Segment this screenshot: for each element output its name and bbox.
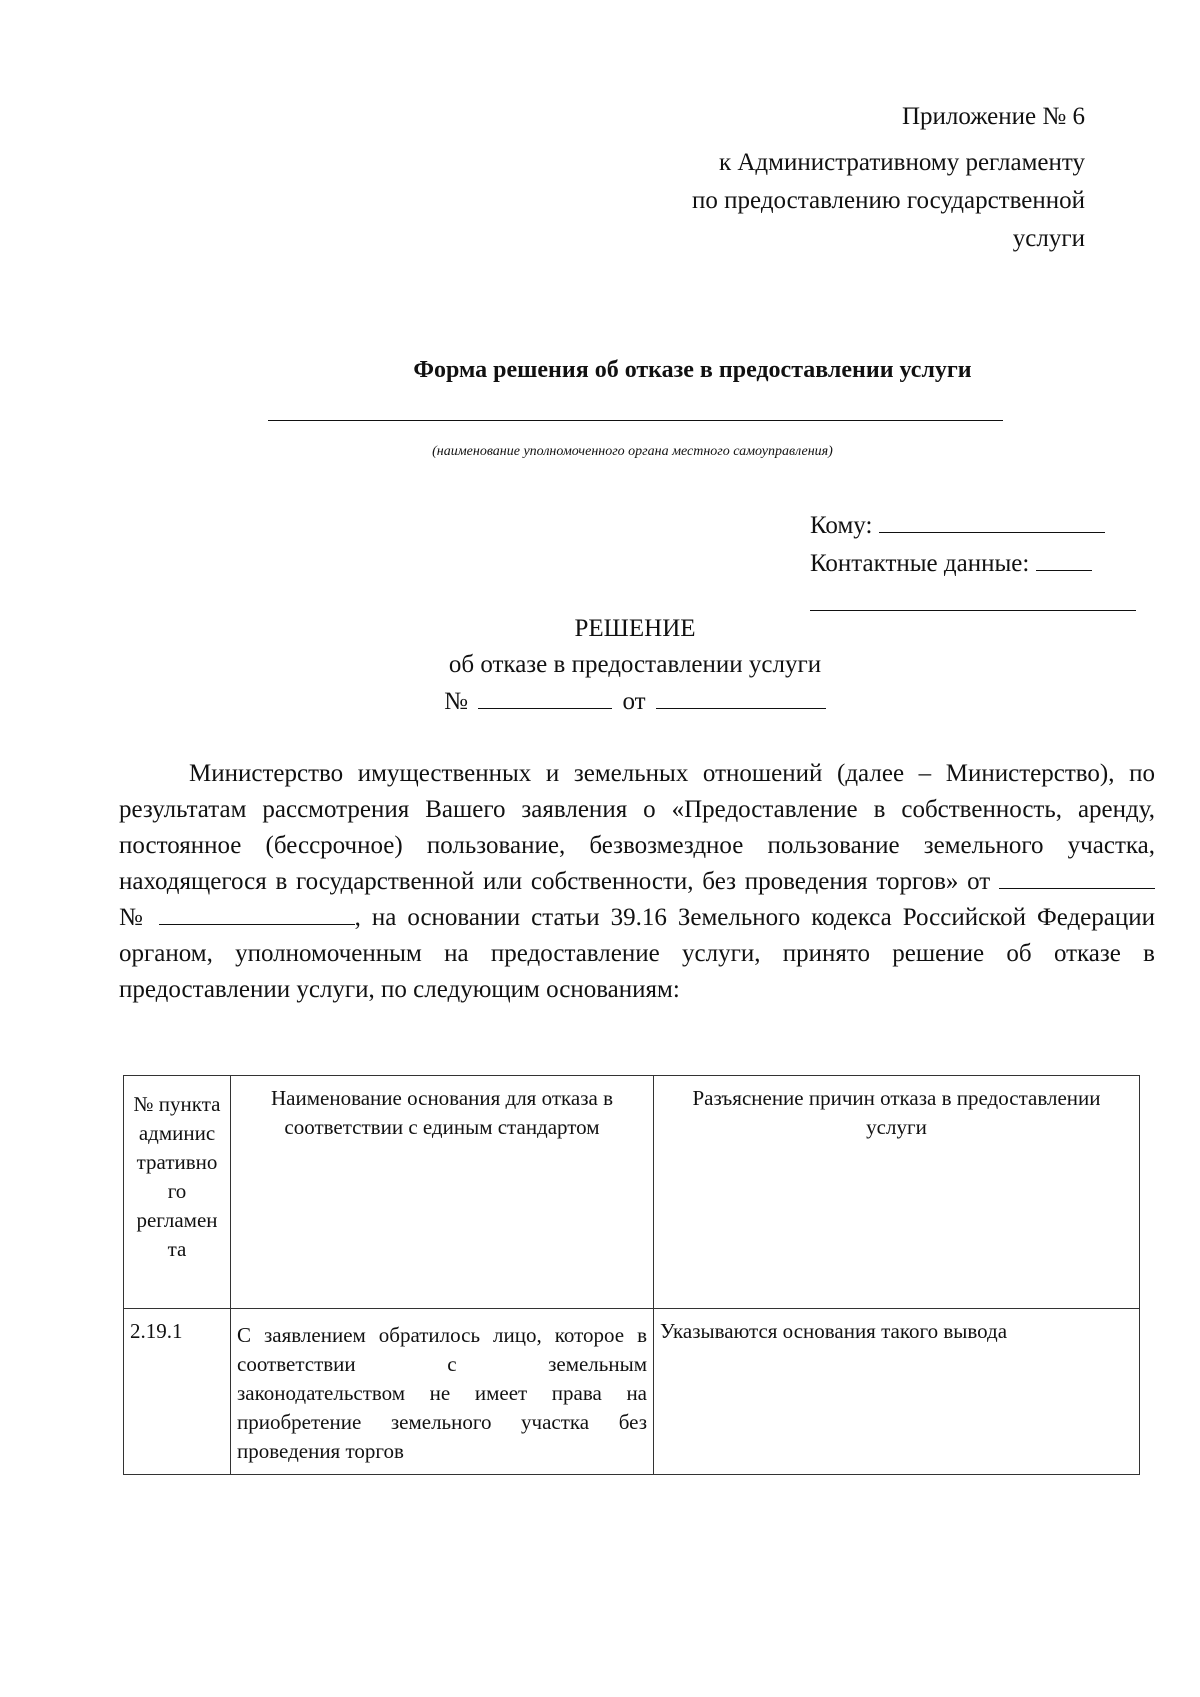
contacts-label: Контактные данные: [810, 550, 1030, 577]
to-field-line[interactable] [879, 508, 1105, 533]
header-explanation: Разъяснение причин отказа в предоставлении услуги [654, 1076, 1140, 1309]
body-number-sign: № [119, 904, 148, 931]
header-item-number: № пункта админис тративно го регламен та [124, 1076, 231, 1309]
from-label: от [622, 688, 646, 715]
reasons-table [123, 1075, 1140, 1475]
decision-number-line[interactable] [478, 684, 612, 709]
decision-date-line[interactable] [656, 684, 826, 709]
body-paragraph [119, 756, 1155, 1008]
application-number-line[interactable] [159, 902, 355, 925]
row-basis: С заявлением обратилось лицо, которое в соответствии с земельным законодательством не имеет права на приобретение земельного участка без проведения торгов [231, 1309, 654, 1475]
table-header-row [124, 1076, 1140, 1309]
contacts-field-line-2[interactable] [810, 610, 1136, 611]
decision-number-row [0, 684, 1200, 719]
header-basis: Наименование основания для отказа в соответствии с единым стандартом [231, 1076, 654, 1309]
table-row [124, 1309, 1140, 1475]
number-label: № [444, 688, 468, 715]
appendix-line-1: к Административному регламенту [718, 149, 1085, 176]
form-title: Форма решения об отказе в предоставлении услуги [413, 357, 972, 383]
to-label: Кому: [810, 512, 873, 539]
decision-subheading: об отказе в предоставлении услуги [448, 651, 822, 678]
body-text-part-1: Министерство имущественных и земельных отношений (далее – Министерство), по результатам рассмотрения Вашего заявления о «Предоставление в собственность, аренду, постоянное (бессрочное) пользование, безвозмездное пользование земельного участка, находящегося в государственной или собственности, без проведения торгов» от [119, 760, 1155, 895]
recipient-to-row [810, 508, 1105, 542]
contacts-field-line[interactable] [1036, 546, 1092, 571]
row-item-number: 2.19.1 [124, 1309, 231, 1475]
appendix-line-3: услуги [1012, 225, 1085, 252]
recipient-contacts-row [810, 546, 1092, 580]
authority-caption: (наименование уполномоченного органа местного самоуправления) [432, 444, 833, 459]
authority-name-line[interactable] [268, 420, 1003, 421]
application-date-line[interactable] [999, 866, 1155, 889]
body-text-part-3: , на основании статьи 39.16 Земельного кодекса Российской Федерации органом, уполномоченным на предоставление услуги, принято решение об отказе в предоставлении услуги, по следующим основаниям: [119, 904, 1156, 1003]
row-explanation: Указываются основания такого вывода [654, 1309, 1140, 1475]
decision-heading: РЕШЕНИЕ [574, 615, 696, 642]
appendix-number: Приложение № 6 [901, 103, 1085, 130]
appendix-line-2: по предоставлению государственной [692, 187, 1085, 214]
